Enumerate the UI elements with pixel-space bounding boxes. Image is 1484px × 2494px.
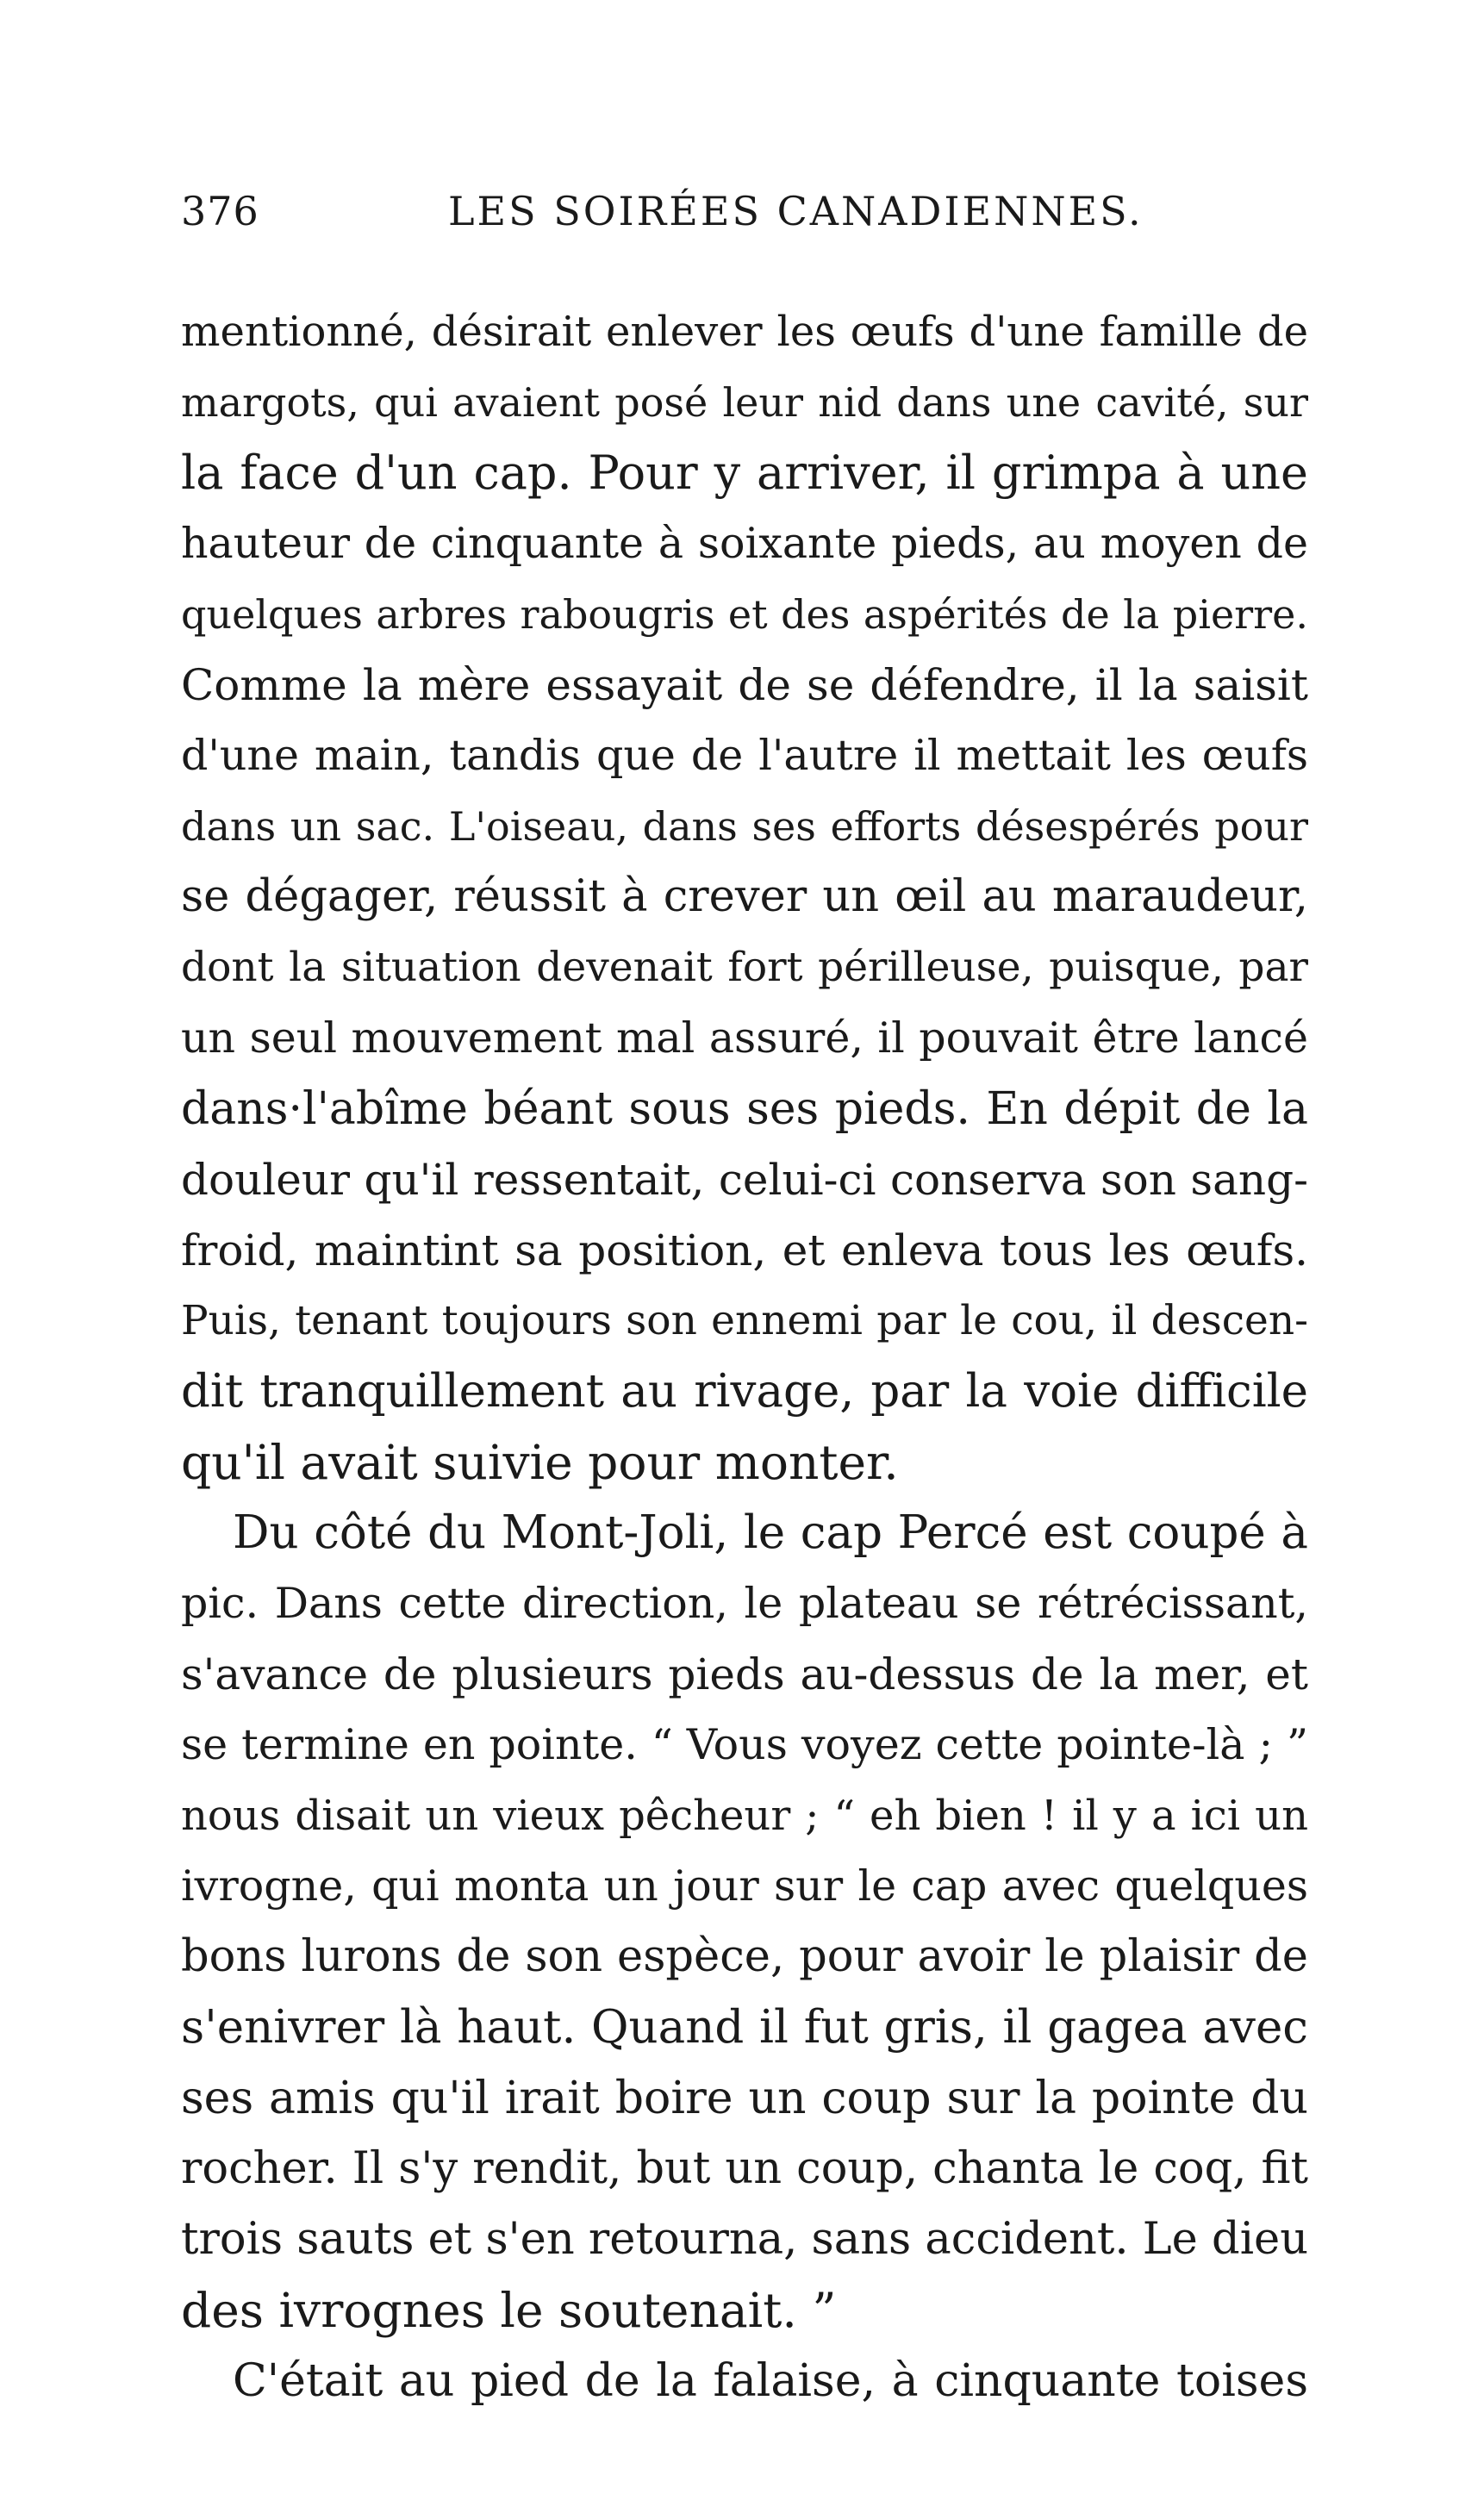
text-line: C'était au pied de la falaise, à cinquante toises <box>233 2355 1308 2407</box>
text-line: dont la situation devenait fort périlleuse, puisque, par <box>181 944 1308 991</box>
body-text <box>181 296 1308 2416</box>
text-line: ses amis qu'il irait boire un coup sur la pointe du <box>181 2073 1308 2124</box>
text-line: se termine en pointe. “ Vous voyez cette pointe-là ; ” <box>181 1720 1308 1769</box>
text-line: Comme la mère essayait de se défendre, il la saisit <box>181 660 1308 710</box>
text-line: rocher. Il s'y rendit, but un coup, chanta le coq, fit <box>181 2143 1308 2194</box>
paragraph-2 <box>181 1498 1308 2346</box>
text-line: qu'il avait suivie pour monter. <box>181 1435 899 1490</box>
text-line: margots, qui avaient posé leur nid dans une cavité, sur <box>181 379 1308 426</box>
text-line: mentionné, désirait enlever les œufs d'une famille de <box>181 308 1308 356</box>
text-line: nous disait un vieux pêcheur ; “ eh bien ! il y a ici un <box>181 1792 1308 1840</box>
text-line: dans·l'abîme béant sous ses pieds. En dépit de la <box>181 1083 1308 1135</box>
text-line: ivrogne, qui monta un jour sur le cap avec quelques <box>181 1861 1308 1911</box>
paragraph-3 <box>181 2346 1308 2416</box>
text-line: douleur qu'il ressentait, celui-ci conserva son sang- <box>181 1155 1308 1205</box>
running-title: LES SOIRÉES CANADIENNES. <box>448 188 1144 234</box>
text-line: pic. Dans cette direction, le plateau se rétrécissant, <box>181 1579 1308 1628</box>
text-line: quelques arbres rabougris et des aspérités de la pierre. <box>181 591 1308 638</box>
paragraph-1 <box>181 296 1308 1498</box>
page-header <box>181 188 1319 240</box>
text-line: trois sauts et s'en retourna, sans accident. Le dieu <box>181 2214 1309 2265</box>
text-line: des ivrognes le soutenait. ” <box>181 2283 837 2338</box>
text-line: dans un sac. L'oiseau, dans ses efforts désespérés pour <box>181 803 1308 850</box>
text-line: d'une main, tandis que de l'autre il mettait les œufs <box>181 731 1308 780</box>
text-line: bons lurons de son espèce, pour avoir le plaisir de <box>181 1931 1308 1982</box>
text-line: s'avance de plusieurs pieds au-dessus de la mer, et <box>181 1649 1308 1699</box>
page-number: 376 <box>181 188 259 234</box>
text-line: froid, maintint sa position, et enleva tous les œufs. <box>181 1225 1308 1275</box>
text-line: un seul mouvement mal assuré, il pouvait être lancé <box>181 1013 1308 1063</box>
text-line: dit tranquillement au rivage, par la voie difficile <box>181 1365 1308 1418</box>
text-line: la face d'un cap. Pour y arriver, il grimpa à une <box>181 446 1308 500</box>
text-line: Puis, tenant toujours son ennemi par le cou, il descen- <box>181 1297 1308 1344</box>
text-line: se dégager, réussit à crever un œil au maraudeur, <box>181 871 1308 922</box>
text-line: hauteur de cinquante à soixante pieds, au moyen de <box>181 519 1308 568</box>
text-line: Du côté du Mont-Joli, le cap Percé est coupé à <box>233 1506 1308 1559</box>
text-line: s'enivrer là haut. Quand il fut gris, il gagea avec <box>181 2001 1308 2054</box>
